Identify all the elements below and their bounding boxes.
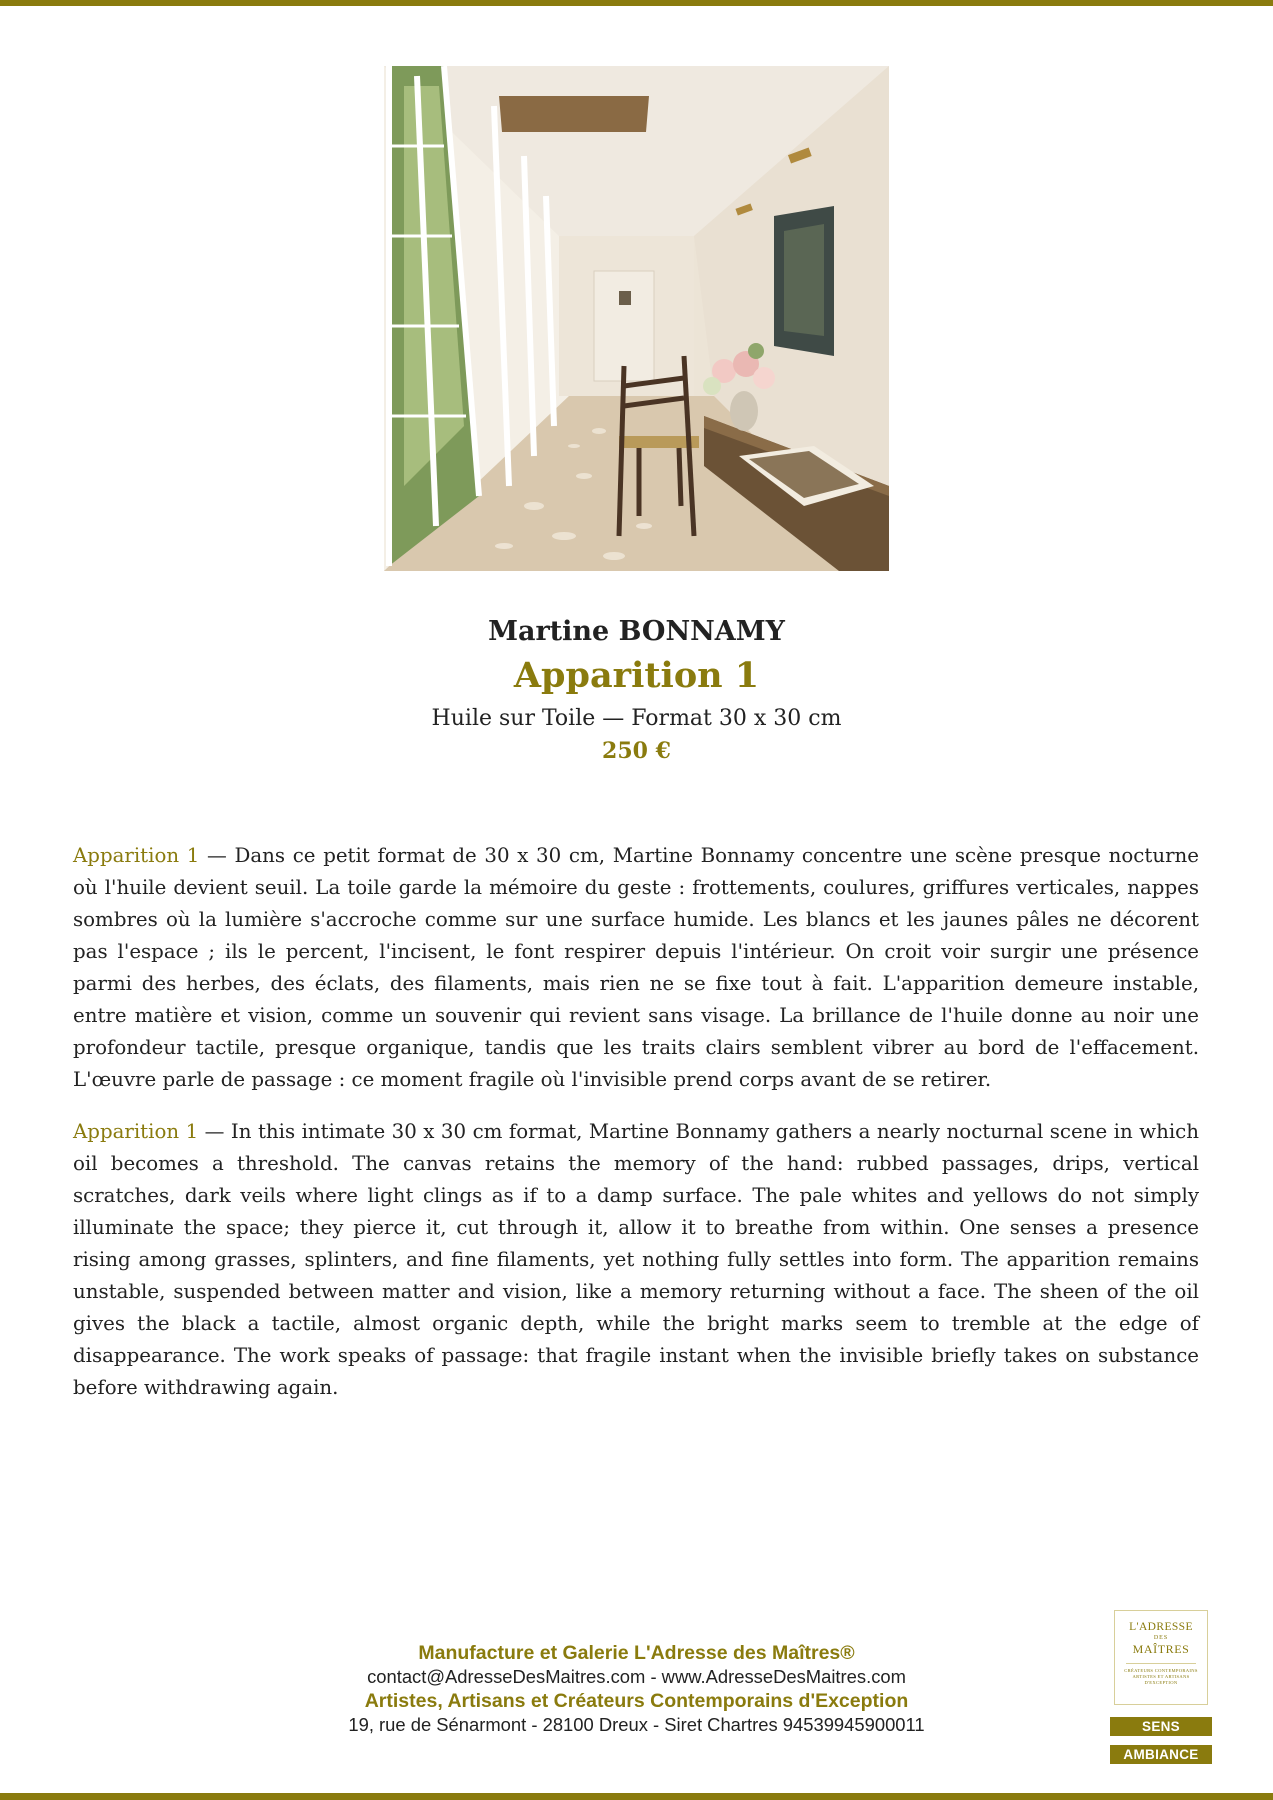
bottom-rule [0,1793,1273,1800]
footer-tagline: Artistes, Artisans et Créateurs Contemporains d'Exception [364,1690,909,1712]
logo-line-4: CRÉATEURS CONTEMPORAINS ARTISTES ET ARTISANS D'EXCEPTION [1124,1668,1198,1685]
gallery-footer [200,1641,1073,1737]
logo-line-1: L'ADRESSE [1129,1621,1193,1633]
footer-gallery-name: Manufacture et Galerie L'Adresse des Maîtres® [418,1642,855,1664]
footer-contact[interactable]: contact@AdresseDesMaitres.com - www.AdresseDesMaitres.com [367,1666,906,1687]
artwork-header [0,612,1273,766]
description-en-text: — In this intimate 30 x 30 cm format, Martine Bonnamy gathers a nearly nocturnal scene in which oil becomes a threshold. The canvas retains the memory of the hand: rubbed passages, drips, vertical scratches, dark veils where light clings as if to a damp surface. The pale whites and yellows do not simply illuminate the space; they pierce it, cut through it, allow it to breathe from within. One senses a presence rising among grasses, splinters, and fine filaments, yet nothing fully settles into form. The apparition remains unstable, suspended between matter and vision, like a memory returning without a face. The sheen of the oil gives the black a tactile, almost organic depth, while the bright marks seem to tremble at the edge of disappearance. The work speaks of passage: that fragile instant when the invisible briefly takes on substance before withdrawing again. [73,1120,1199,1399]
artwork-description [73,840,1199,1424]
footer-address: 19, rue de Sénarmont - 28100 Dreux - Siret Chartres 94539945900011 [348,1714,925,1735]
tag-sens[interactable]: SENS [1110,1717,1212,1736]
description-en-lead: Apparition 1 [73,1120,199,1143]
artist-name: Martine BONNAMY [488,616,785,647]
artwork-price: 250 € [602,738,671,764]
logo-line-3: MAÎTRES [1132,1642,1190,1656]
description-fr-text: — Dans ce petit format de 30 x 30 cm, Martine Bonnamy concentre une scène presque nocturne où l'huile devient seuil. La toile garde la mémoire du geste : frottements, coulures, griffures verticales, nappes sombres où la lumière s'accroche comme sur une surface humide. Les blancs et les jaunes pâles ne décorent pas l'espace ; ils le percent, l'incisent, le font respirer depuis l'intérieur. On croit voir surgir une présence parmi des herbes, des éclats, des filaments, mais rien ne se fixe tout à fait. L'apparition demeure instable, entre matière et vision, comme un souvenir qui revient sans visage. La brillance de l'huile donne au noir une profondeur tactile, presque organique, tandis que les traits clairs semblent vibrer au bord de l'effacement. L'œuvre parle de passage : ce moment fragile où l'invisible prend corps avant de se retirer. [73,844,1199,1091]
logo-divider [1126,1663,1196,1664]
corridor-photo [384,66,889,571]
gallery-logo [1114,1610,1208,1705]
tag-ambiance[interactable]: AMBIANCE [1110,1745,1212,1764]
description-en [73,1116,1199,1404]
artwork-title: Apparition 1 [513,655,760,696]
description-fr-lead: Apparition 1 [73,844,200,867]
logo-line-2: DES [1153,1635,1169,1641]
artwork-medium: Huile sur Toile — Format 30 x 30 cm [431,706,842,731]
top-rule [0,0,1273,6]
description-fr [73,840,1199,1096]
